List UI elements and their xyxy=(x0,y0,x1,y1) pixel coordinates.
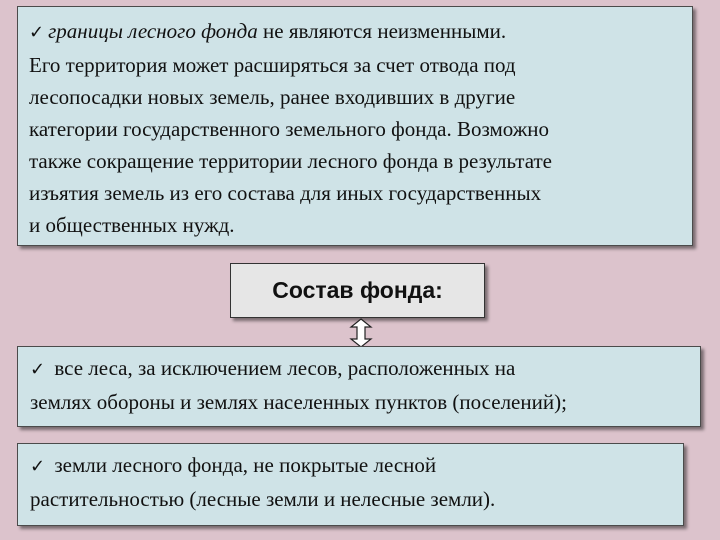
block1-line: также сокращение территории лесного фонда в результате xyxy=(29,149,552,173)
block1-line: изъятия земель из его состава для иных государственных xyxy=(29,181,542,205)
block3-line: землях обороны и землях населенных пунктов (поселений); xyxy=(30,390,567,414)
block1-italic-lead: границы лесного фонда xyxy=(48,19,258,43)
check-icon: ✓ xyxy=(29,22,45,43)
block3-line: все леса, за исключением лесов, расположенных на xyxy=(49,356,516,380)
block4-line: земли лесного фонда, не покрытые лесной xyxy=(49,453,437,477)
block1-line: Его территория может расширяться за счет отвода под xyxy=(29,53,516,77)
block1-line: категории государственного земельного фонда. Возможно xyxy=(29,117,549,141)
text-block-forest-fund-boundaries xyxy=(17,6,693,246)
check-icon: ✓ xyxy=(30,359,46,380)
text-block-all-forests xyxy=(17,346,701,427)
text-block-forest-fund-lands xyxy=(17,443,684,526)
block4-line-1 xyxy=(30,449,675,483)
block1-line: и общественных нужд. xyxy=(29,213,235,237)
block1-line: лесопосадки новых земель, ранее входивших в другие xyxy=(29,85,516,109)
double-arrow-icon xyxy=(349,318,373,348)
fund-composition-title: Состав фонда: xyxy=(230,263,485,318)
block1-line1-rest: не являются неизменными. xyxy=(257,19,507,43)
block4-line: растительностью (лесные земли и нелесные земли). xyxy=(30,487,496,511)
block3-line-1 xyxy=(30,352,692,386)
check-icon: ✓ xyxy=(30,456,46,477)
block1-line-1 xyxy=(29,15,682,49)
